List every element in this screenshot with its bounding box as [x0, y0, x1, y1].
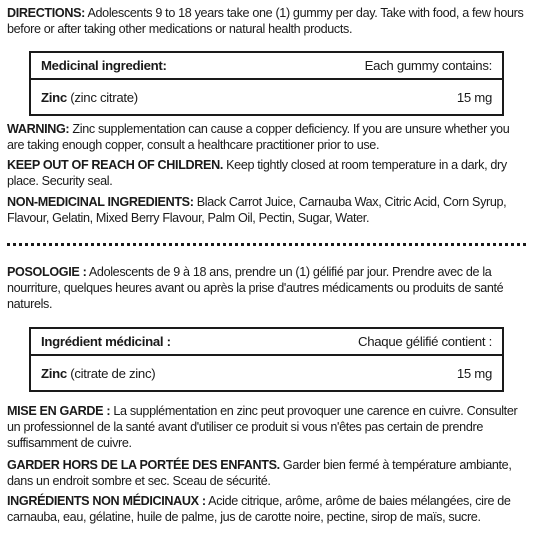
table-header-left: Ingrédient médicinal : [41, 334, 171, 349]
warning-heading: WARNING: [7, 122, 70, 136]
table-row [31, 356, 502, 390]
table-row [31, 80, 502, 114]
ingredient-amount: 15 mg [456, 89, 492, 105]
warning-paragraph [7, 121, 526, 153]
dotted-divider [7, 243, 526, 246]
table-header-right: Chaque gélifié contient : [358, 334, 492, 349]
ingredient-cell [41, 366, 155, 381]
ingredient-amount: 15 mg [456, 365, 492, 381]
keep-out-paragraph [7, 157, 526, 189]
posologie-text: Adolescents de 9 à 18 ans, prendre un (1) gélifié par jour. Prendre avec de la nourriture, quelques heures avant ou après la prise d'autres médicaments ou produits de santé naturels. [7, 265, 504, 311]
non-medicinaux-paragraph [7, 493, 526, 525]
directions-text: Adolescents 9 to 18 years take one (1) gummy per day. Take with food, a few hours before or after taking other medications or natural health products. [7, 6, 524, 36]
posologie-heading: POSOLOGIE : [7, 265, 87, 279]
table-header-right: Each gummy contains: [364, 58, 492, 73]
non-medicinal-heading: NON-MEDICINAL INGREDIENTS: [7, 195, 194, 209]
non-medicinal-paragraph [7, 194, 526, 226]
ingredient-detail: (citrate de zinc) [66, 365, 156, 381]
garder-text: Garder bien fermé à température ambiante, dans un endroit sombre et sec. Sceau de sécurité. [7, 458, 512, 488]
non-medicinaux-text: Acide citrique, arôme, arôme de baies mélangées, cire de carnauba, eau, gélatine, huile de palme, jus de carotte noire, pectine, sirop de maïs, sucre. [7, 494, 511, 524]
posologie-paragraph [7, 264, 526, 312]
ingredient-name: Zinc [41, 89, 67, 105]
ingredient-medicinal-table [29, 327, 504, 392]
directions-heading: DIRECTIONS: [7, 6, 86, 20]
non-medicinal-text: Black Carrot Juice, Carnauba Wax, Citric Acid, Corn Syrup, Flavour, Gelatin, Mixed Berry Flavour, Palm Oil, Pectin, Sugar, Water. [7, 195, 507, 225]
non-medicinaux-heading: INGRÉDIENTS NON MÉDICINAUX : [7, 494, 206, 508]
warning-text: Zinc supplementation can cause a copper deficiency. If you are unsure whether you are taking enough copper, consult a healthcare practitioner prior to use. [7, 122, 510, 152]
ingredient-cell [41, 90, 138, 105]
table-header-left: Medicinal ingredient: [41, 58, 167, 73]
mise-en-garde-heading: MISE EN GARDE : [7, 404, 111, 418]
ingredient-name: Zinc [41, 365, 67, 381]
garder-paragraph [7, 457, 526, 489]
ingredient-detail: (zinc citrate) [66, 89, 138, 105]
garder-heading: GARDER HORS DE LA PORTÉE DES ENFANTS. [7, 458, 280, 472]
mise-en-garde-paragraph [7, 403, 526, 451]
keep-out-text: Keep tightly closed at room temperature in a dark, dry place. Security seal. [7, 158, 507, 188]
mise-en-garde-text: La supplémentation en zinc peut provoquer une carence en cuivre. Consulter un professionnel de la santé avant d'utiliser ce produit si vous n'êtes pas certain de prendre suffisamment de cuivre. [7, 404, 518, 450]
table-header-row [31, 53, 502, 80]
directions-paragraph [7, 5, 526, 37]
keep-out-heading: KEEP OUT OF REACH OF CHILDREN. [7, 158, 223, 172]
table-header-row [31, 329, 502, 356]
medicinal-ingredient-table [29, 51, 504, 116]
